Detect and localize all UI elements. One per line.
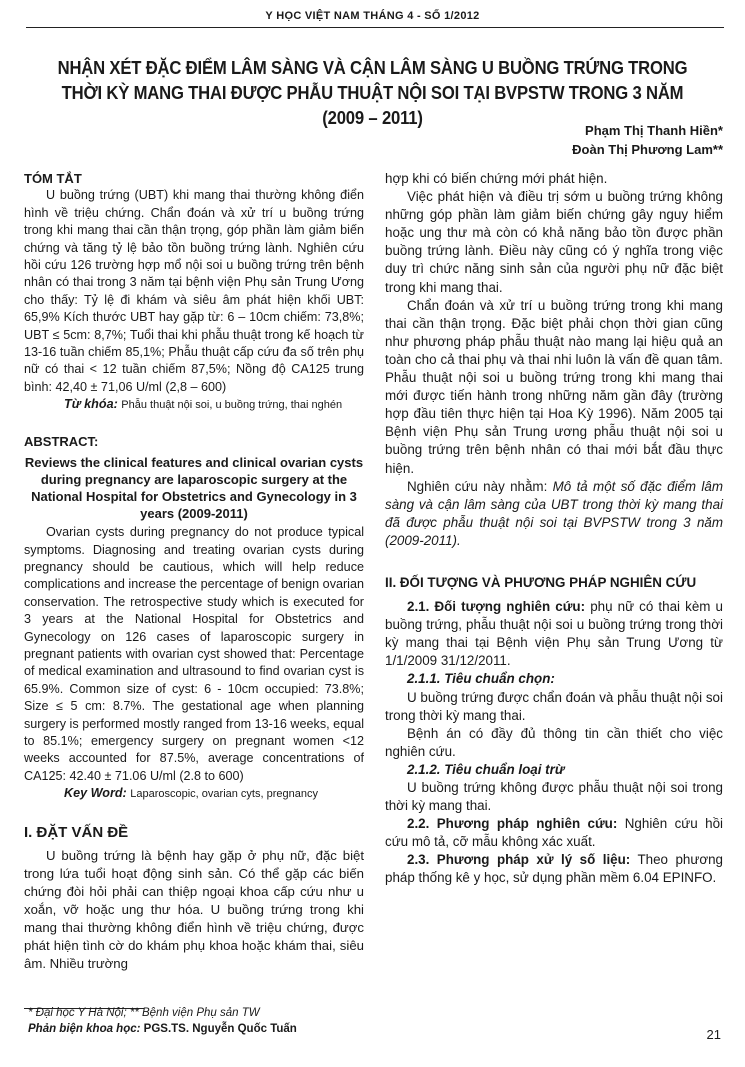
abstract-keyword-text: Laparoscopic, ovarian cyts, pregnancy [130, 788, 318, 801]
intro-aim-lead: Nghiên cứu này nhằm: [407, 478, 548, 494]
intro-paragraph-2: Việc phát hiện và điều trị sớm u buồng trứng không những góp phần làm giảm biến chứng gây nguy hiểm hoặc ung thư mà còn có khả năng bảo tồn được phần buồng trứng lành. Điều này cũng có ý nghĩa trong việc duy trì chức năng sinh sản của người phụ nữ đặc biệt trong khi mang thai. [385, 189, 723, 295]
abstract-heading: ABSTRACT: [24, 433, 99, 449]
right-column [385, 170, 723, 888]
section-2-1-2-heading [385, 761, 723, 779]
section-2-1-2-label: 2.1.2. Tiêu chuẩn loại trừ [407, 761, 565, 777]
journal-header: Y HỌC VIỆT NAM THÁNG 4 - SỐ 1/2012 [265, 10, 480, 22]
abstract-title: Reviews the clinical features and clinical ovarian cysts during pregnancy are laparoscopic surgery at the National Hospital for Obstetrics and Gynecology in 3 years (2009-2011) [24, 455, 364, 522]
summary-keyword-text: Phẫu thuật nội soi, u buồng trứng, thai nghén [121, 399, 343, 412]
summary-body: U buồng trứng (UBT) khi mang thai thường không điển hình về triệu chứng. Chẩn đoán và xử trí u buồng trứng trong khi mang thai cần thận trọng, góp phần làm giảm biến chứng và tăng tỷ lệ bảo tồn buồng trứng lành. Nghiên cứu hồi cứu 126 trường hợp mổ nội soi u buồng trứng trên bệnh nhân có thai trong 3 năm tại bệnh viện Phụ sản Trung Ương cho thấy: Tỷ lệ đi khám và siêu âm phát hiện khối UBT: 65,9% Kích thước UBT hay gặp từ: 6 – 10cm chiếm: 73,8%; UBT ≤ 5cm: 8,7%; Tuổi thai khi phẫu thuật trong kế hoạch từ 13-16 tuần chiếm 85,1%; Phẫu thuật cấp cứu đa số trên phụ nữ có thai < 12 tuần chiếm 87,5%; Nồng độ CA125 trung bình: 42,40 ± 71,06 U/ml (2,8 – 600) [24, 188, 364, 394]
footnote-reviewer [28, 1021, 297, 1037]
intro-heading: I. ĐẶT VẤN ĐỀ [24, 823, 129, 841]
section-2-2 [385, 815, 723, 851]
section-2-2-label: 2.2. Phương pháp nghiên cứu: [407, 816, 618, 832]
abstract-body: Ovarian cysts during pregnancy do not produce typical symptoms. Diagnosing and treating ovarian cysts during pregnancy should be cautious, which will help reduce complications and increase the percentage of benign ovarian conservation. The retrospective study which is executed for 3 years at the National Hospital for Obstetrics and Gynecology on 126 cases of laparoscopic surgery in pregnant patients with ovarian cyst showed that: Percentage of medical examination and ultrasound to find ovarian cyst is 65.9%. Common size of cyst: 6 - 10cm occupied: 73.8%; Size ≤ 5 cm: 8.7%. The gestational age when planning surgery is performed mostly ranged from 13-16 weeks, equal to 85.1%; emergency surgery on pregnant women <12 weeks accounted for 87.5%, average concentrations of CA125: 42.40 ± 71.06 U/ml (2.8 to 600) [24, 525, 364, 783]
section-2-1-text: phụ nữ có thai kèm u buồng trứng, phẫu thuật nội soi u buồng trứng trong thời kỳ mang thai tại Bệnh viện Phụ sản Trung Ương từ 1/1/2009 31/12/2011. [385, 599, 723, 669]
authors [572, 121, 723, 159]
methods-heading: II. ĐỐI TƯỢNG VÀ PHƯƠNG PHÁP NGHIÊN CỨU [385, 574, 697, 590]
section-2-3 [385, 851, 723, 887]
section-2-1-1-p2: Bệnh án có đầy đủ thông tin cần thiết cho việc nghiên cứu. [385, 725, 723, 759]
header-rule [26, 27, 724, 28]
section-2-3-text: Theo phương pháp thống kê y học, sử dụng phần mềm 6.04 EPINFO. [385, 852, 724, 886]
section-2-3-label: 2.3. Phương pháp xử lý số liệu: [407, 852, 631, 868]
summary-heading: TÓM TẮT [24, 171, 82, 186]
intro-paragraph-3: Chẩn đoán và xử trí u buồng trứng trong khi mang thai cần thận trọng. Đặc biệt phải chọn thời gian cũng như phương pháp phẫu thuật nào mang lại hiệu quả an toàn cho cả thai phụ và thai nhi luôn là vấn đề quan tâm. Phẫu thuật nội soi u buồng trứng trong khi mang thai mới được tiến hành trong những năm gần đây (trường hợp đầu tiên thực hiện tại Hoa Kỳ 1996). Năm 2005 tại Bệnh viện Phụ sản Trung ương phẫu thuật nội soi u buồng trứng trên bệnh nhân có thai mới bắt đầu thực hiện. [385, 297, 723, 476]
abstract-keywords [24, 785, 364, 803]
section-2-2-text: Nghiên cứu hồi cứu mô tả, cỡ mẫu không xác xuất. [385, 816, 723, 850]
intro-aim-text: Mô tả một số đặc điểm lâm sàng và cận lâm sàng của UBT trong thời kỳ mang thai đã được phẫu thuật nội soi tại BVPSTW trong 3 năm (2009-2011). [385, 478, 723, 548]
section-2-1-label: 2.1. Đối tượng nghiên cứu: [407, 599, 586, 615]
intro-paragraph-1-continued: hợp khi có biến chứng mới phát hiện. [385, 171, 608, 186]
author-1: Phạm Thị Thanh Hiền* [585, 123, 723, 138]
left-column [24, 170, 364, 973]
intro-aim [385, 478, 723, 550]
section-2-1-1-p1: U buồng trứng được chẩn đoán và phẫu thuật nội soi trong thời kỳ mang thai. [385, 689, 723, 723]
summary-keywords [24, 396, 364, 414]
author-2: Đoàn Thị Phương Lam** [572, 142, 723, 157]
section-2-1-2-p1: U buồng trứng không được phẫu thuật nội soi trong thời kỳ mang thai. [385, 780, 723, 814]
footnote-affiliations: * Đại học Y Hà Nội; ** Bệnh viện Phụ sản TW [28, 1007, 260, 1019]
section-2-1-1-heading [385, 670, 723, 688]
section-2-1-1-label: 2.1.1. Tiêu chuẩn chọn: [407, 671, 555, 687]
reviewer-name: PGS.TS. Nguyễn Quốc Tuấn [143, 1023, 297, 1035]
summary-keyword-label: Từ khóa: [64, 397, 118, 412]
footnotes [28, 1005, 297, 1037]
intro-paragraph-1: U buồng trứng là bệnh hay gặp ở phụ nữ, đặc biệt trong lứa tuổi hoạt động sinh sản. Có thể gặp các biến chứng đòi hỏi phải can thiệp ngoại khoa cấp cứu như u xoắn, vỡ hoặc ung thư hóa. U buồng trứng trong khi mang thai thường không điển hình về triệu chứng, được phát hiện tình cờ do khám phụ khoa hoặc khám thai, siêu âm. Nhiều trường [24, 848, 364, 971]
abstract-keyword-label: Key Word: [64, 786, 127, 801]
section-2-1 [385, 598, 723, 670]
page-number: 21 [706, 1027, 721, 1042]
reviewer-label: Phản biện khoa học: [28, 1023, 141, 1035]
article-title: NHẬN XÉT ĐẶC ĐIỂM LÂM SÀNG VÀ CẬN LÂM SÀNG U BUỒNG TRỨNG TRONG THỜI KỲ MANG THAI ĐƯỢC PHẪU THUẬT NỘI SOI TẠI BVPSTW TRONG 3 NĂM (2009 – 2011) [57, 57, 688, 128]
